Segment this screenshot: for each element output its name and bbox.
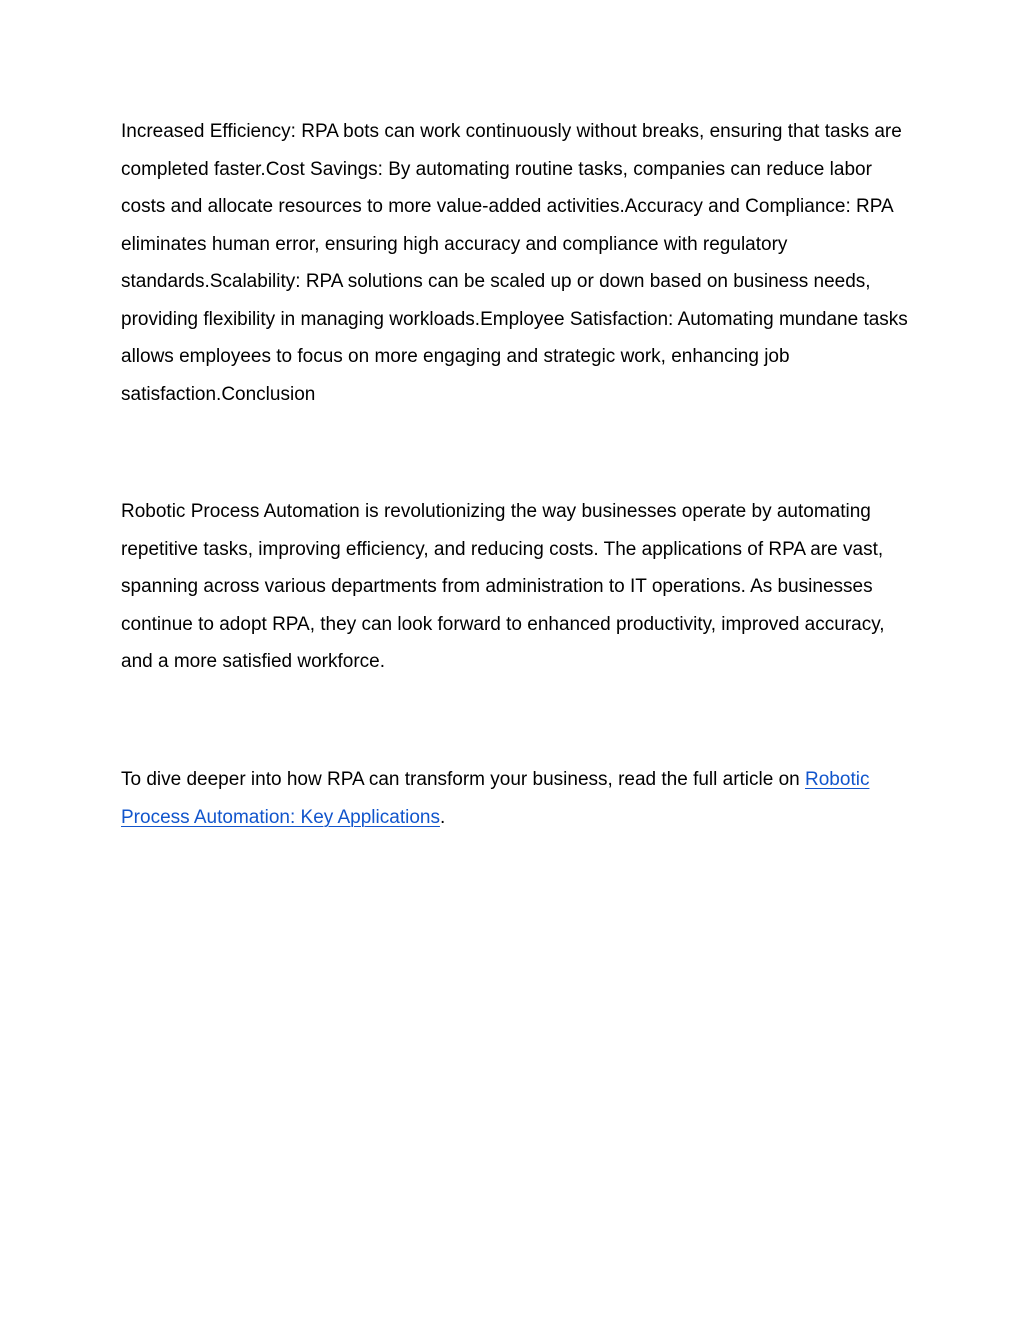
conclusion-paragraph: Robotic Process Automation is revolutionizing the way businesses operate by automating repetitive tasks, improving efficiency, and reducing costs. The applications of RPA are vast, spanning across various departments from administration to IT operations. As businesses continue to adopt RPA, they can look forward to enhanced productivity, improved accuracy, and a more satisfied workforce. — [121, 501, 885, 672]
article-link[interactable]: Robotic Process Automation: Key Applications — [121, 769, 870, 828]
benefits-paragraph: Increased Efficiency: RPA bots can work continuously without breaks, ensuring that tasks are completed faster.Cost Savings: By automating routine tasks, companies can reduce labor costs and allocate resources to more value-added activities.Accuracy and Compliance: RPA eliminates human error, ensuring high accuracy and compliance with regulatory standards.Scalability: RPA solutions can be scaled up or down based on business needs, providing flexibility in managing workloads.Employee Satisfaction: Automating mundane tasks allows employees to focus on more engaging and strategic work, enhancing job satisfaction.Conclusion — [121, 121, 908, 405]
read-more-text: To dive deeper into how RPA can transform your business, read the full article on — [121, 769, 806, 790]
read-more-period: . — [439, 806, 446, 828]
read-more-paragraph — [121, 761, 911, 836]
